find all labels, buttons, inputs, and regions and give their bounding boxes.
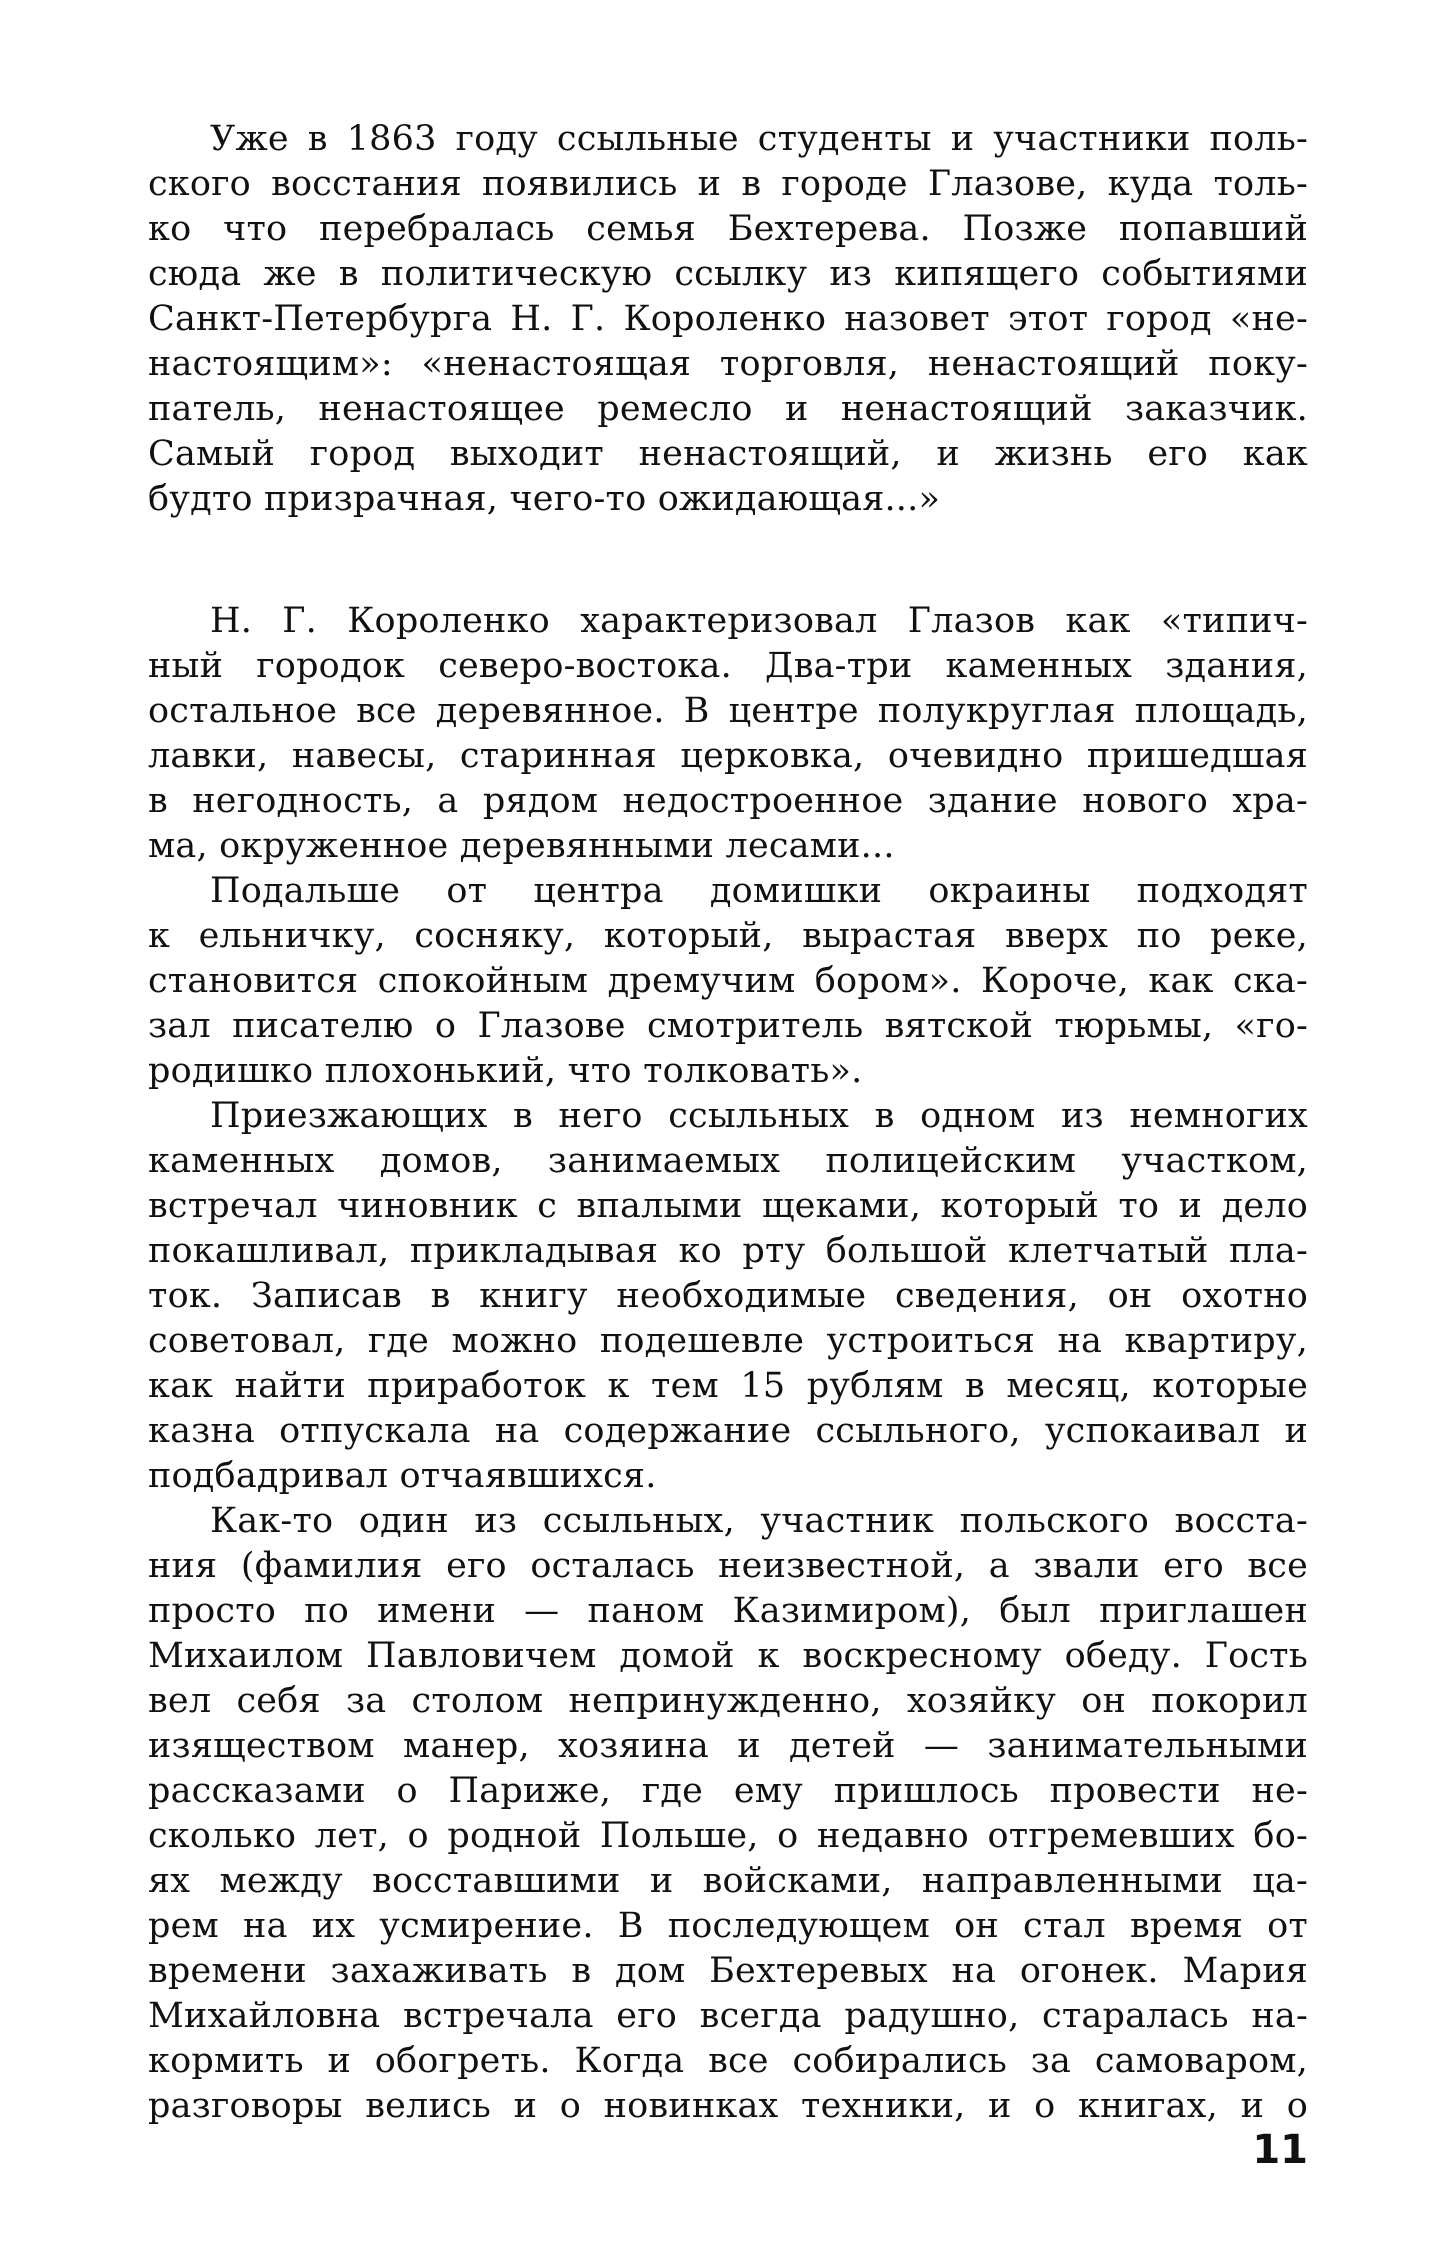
text-line: зал писателю о Глазове смотритель вятской тюрьмы, «го- [148,1006,1308,1046]
text-line: изяществом манер, хозяина и детей — занимательными [148,1726,1308,1766]
text-line: ния (фамилия его осталась неизвестной, а звали его все [148,1546,1308,1586]
text-line: ток. Записав в книгу необходимые сведения, он охотно [148,1276,1308,1316]
page-number: 11 [1252,2127,1308,2173]
text-line: кормить и обогреть. Когда все собирались за самоваром, [148,2041,1308,2081]
text-line: Уже в 1863 году ссыльные студенты и участники поль- [210,119,1308,159]
text-line: к ельничку, сосняку, который, вырастая вверх по реке, [148,916,1308,956]
text-line: рем на их усмирение. В последующем он стал время от [148,1906,1308,1946]
text-line: сколько лет, о родной Польше, о недавно отгремевших бо- [148,1816,1308,1856]
text-line: настоящим»: «ненастоящая торговля, ненастоящий поку- [148,344,1308,384]
text-line: подбадривал отчаявшихся. [148,1456,657,1496]
text-line: Санкт-Петербурга Н. Г. Короленко назовет этот город «не- [148,299,1308,339]
text-line: лавки, навесы, старинная церковка, очевидно пришедшая [148,736,1308,776]
text-line: рассказами о Париже, где ему пришлось провести не- [148,1771,1308,1811]
text-line: каменных домов, занимаемых полицейским участком, [148,1141,1308,1181]
text-line: Подальше от центра домишки окраины подходят [210,871,1308,911]
text-line: как найти приработок к тем 15 рублям в месяц, которые [148,1366,1308,1406]
text-line: советовал, где можно подешевле устроиться на квартиру, [148,1321,1308,1361]
text-line: Н. Г. Короленко характеризовал Глазов как «типич- [210,601,1308,641]
text-line: ко что перебралась семья Бехтерева. Позже попавший [148,209,1308,249]
text-line: Михаилом Павловичем домой к воскресному обеду. Гость [148,1636,1308,1676]
text-line: Самый город выходит ненастоящий, и жизнь его как [148,434,1308,474]
text-line: разговоры велись и о новинках техники, и о книгах, и о [148,2086,1308,2126]
text-line: ный городок северо-востока. Два-три каменных здания, [148,646,1308,686]
text-line: казна отпускала на содержание ссыльного, успокаивал и [148,1411,1308,1451]
text-line: покашливал, прикладывая ко рту большой клетчатый пла- [148,1231,1308,1271]
text-line: встречал чиновник с впалыми щеками, который то и дело [148,1186,1308,1226]
text-line: будто призрачная, чего-то ожидающая...» [148,479,941,519]
text-line: Михайловна встречала его всегда радушно, старалась на- [148,1996,1308,2036]
text-line: просто по имени — паном Казимиром), был приглашен [148,1591,1308,1631]
text-line: Как-то один из ссыльных, участник польского восста- [210,1501,1308,1541]
text-line: в негодность, а рядом недостроенное здание нового хра- [148,781,1308,821]
text-line: становится спокойным дремучим бором». Короче, как ска- [148,961,1308,1001]
text-line: родишко плохонький, что толковать». [148,1051,863,1091]
text-line: времени захаживать в дом Бехтеревых на огонек. Мария [148,1951,1308,1991]
text-line: ского восстания появились и в городе Глазове, куда толь- [148,164,1308,204]
text-line: патель, ненастоящее ремесло и ненастоящий заказчик. [148,389,1308,429]
text-line: Приезжающих в него ссыльных в одном из немногих [210,1096,1308,1136]
text-line: сюда же в политическую ссылку из кипящего событиями [148,254,1308,294]
text-line: ма, окруженное деревянными лесами... [148,826,895,866]
text-line: ях между восставшими и войсками, направленными ца- [148,1861,1308,1901]
text-line: вел себя за столом непринужденно, хозяйку он покорил [148,1681,1308,1721]
text-line: остальное все деревянное. В центре полукруглая площадь, [148,691,1308,731]
